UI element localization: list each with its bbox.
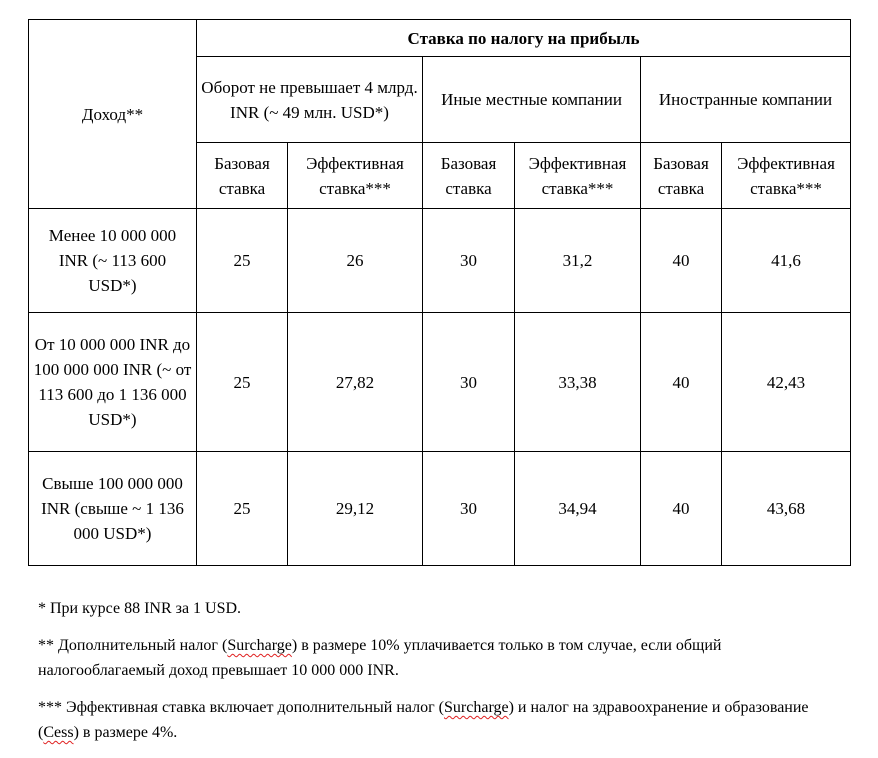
- effective-rate-header: Эффективная ставка***: [288, 143, 423, 209]
- rate-cell: 40: [641, 209, 722, 313]
- effective-rate-header: Эффективная ставка***: [722, 143, 851, 209]
- rate-cell: 29,12: [288, 452, 423, 566]
- footnote-effective-rate: [38, 695, 818, 745]
- footnote-text: * При курсе 88 INR за 1 USD.: [38, 600, 242, 617]
- table-row: [29, 313, 851, 452]
- base-rate-header: Базовая ставка: [423, 143, 515, 209]
- income-bracket-cell: Свыше 100 000 000 INR (свыше ~ 1 136 000 USD*): [29, 452, 197, 566]
- category-foreign: Иностранные компании: [641, 57, 851, 143]
- footnote-surcharge: [38, 633, 818, 683]
- surcharge-term: Surcharge: [227, 637, 292, 654]
- income-bracket-cell: От 10 000 000 INR до 100 000 000 INR (~ от 113 600 до 1 136 000 USD*): [29, 313, 197, 452]
- rate-cell: 26: [288, 209, 423, 313]
- base-rate-header: Базовая ставка: [197, 143, 288, 209]
- footnote-exchange-rate: [38, 596, 818, 621]
- rate-cell: 42,43: [722, 313, 851, 452]
- rate-cell: 25: [197, 452, 288, 566]
- footnote-text: *** Эффективная ставка включает дополнительный налог (: [38, 699, 445, 716]
- category-other-domestic: Иные местные компании: [423, 57, 641, 143]
- base-rate-header: Базовая ставка: [641, 143, 722, 209]
- rate-cell: 30: [423, 452, 515, 566]
- surcharge-term: Surcharge: [444, 699, 509, 716]
- income-column-header: Доход**: [29, 20, 197, 209]
- rate-cell: 34,94: [515, 452, 641, 566]
- rate-cell: 40: [641, 452, 722, 566]
- rate-cell: 43,68: [722, 452, 851, 566]
- profit-tax-rate-header: Ставка по налогу на прибыль: [197, 20, 851, 57]
- rate-cell: 31,2: [515, 209, 641, 313]
- footnote-text: ) в размере 10% уплачивается только в том случае, если общий налогооблагаемый доход превышает 10 000 000 INR.: [38, 637, 722, 679]
- footnote-text: ) в размере 4%.: [73, 724, 178, 741]
- rate-cell: 33,38: [515, 313, 641, 452]
- footnotes: [38, 596, 818, 745]
- effective-rate-header: Эффективная ставка***: [515, 143, 641, 209]
- table-row: [29, 209, 851, 313]
- table-header-row: [29, 20, 851, 57]
- table-row: [29, 452, 851, 566]
- tax-rate-table: [28, 19, 851, 566]
- rate-cell: 30: [423, 209, 515, 313]
- rate-cell: 30: [423, 313, 515, 452]
- footnote-text: ) и налог на здравоохранение и образование (: [38, 699, 809, 741]
- category-small-turnover: Оборот не превышает 4 млрд. INR (~ 49 млн. USD*): [197, 57, 423, 143]
- rate-cell: 25: [197, 209, 288, 313]
- footnote-text: ** Дополнительный налог (: [38, 637, 228, 654]
- rate-cell: 41,6: [722, 209, 851, 313]
- rate-cell: 40: [641, 313, 722, 452]
- rate-cell: 27,82: [288, 313, 423, 452]
- cess-term: Cess: [43, 724, 74, 741]
- income-bracket-cell: Менее 10 000 000 INR (~ 113 600 USD*): [29, 209, 197, 313]
- rate-cell: 25: [197, 313, 288, 452]
